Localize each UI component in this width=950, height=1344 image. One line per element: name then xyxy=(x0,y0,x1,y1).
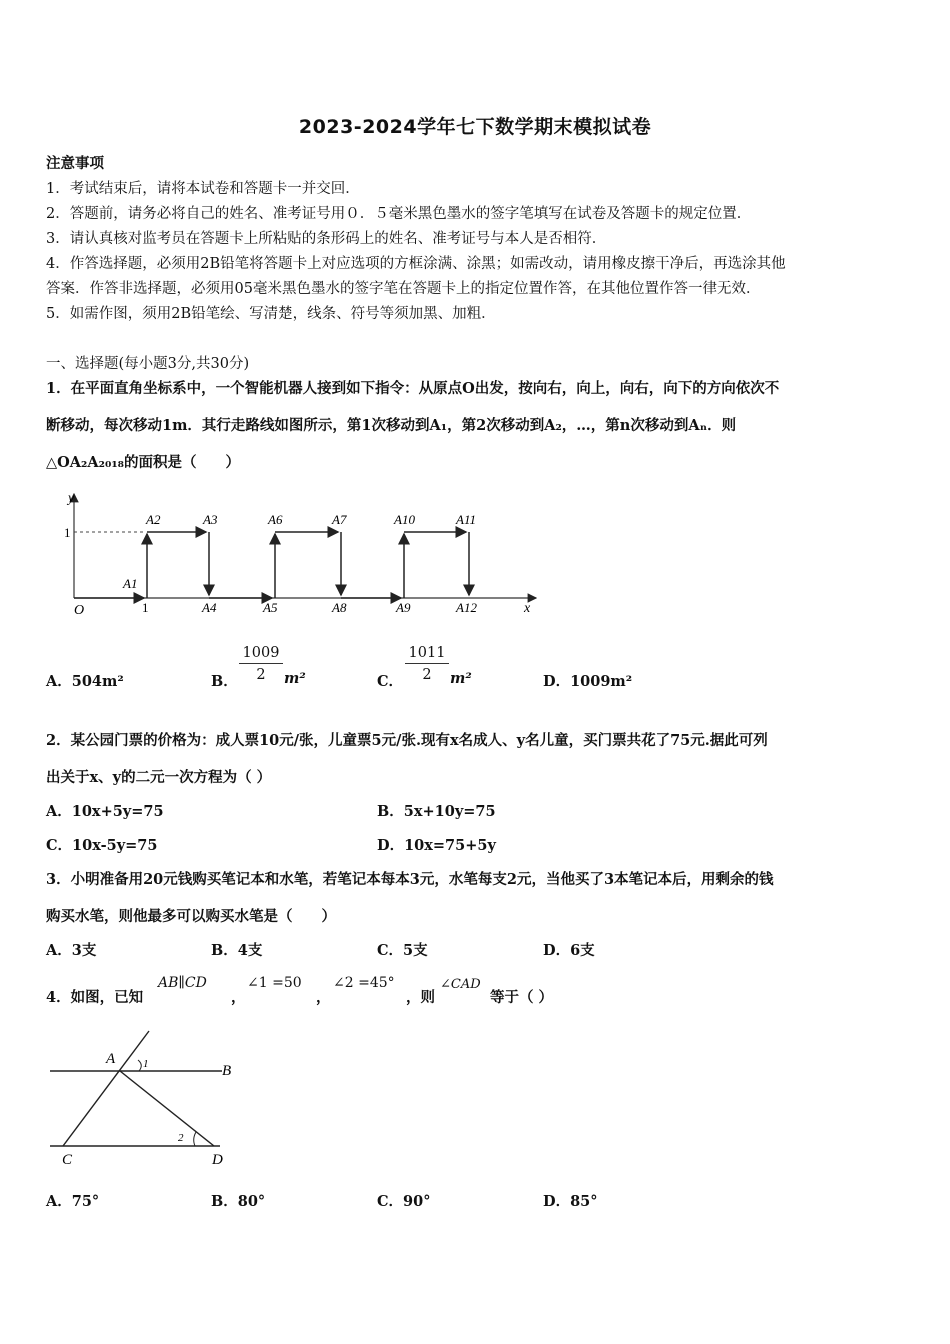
q2-option-b: B．5x+10y=75 xyxy=(377,803,496,820)
q2-option-a: A．10x+5y=75 xyxy=(46,803,164,820)
fraction-numerator: 1009 xyxy=(239,645,283,664)
q2-text-line2: 出关于x、y的二元一次方程为（ ） xyxy=(46,769,272,786)
notice-heading: 注意事项 xyxy=(46,155,104,172)
q2-option-c: C．10x-5y=75 xyxy=(46,837,158,854)
point-label: A10 xyxy=(394,512,415,527)
point-label: A9 xyxy=(396,600,411,615)
q1-option-c-unit: m² xyxy=(450,670,472,687)
point-a-label: A xyxy=(106,1051,116,1067)
q3-option-c: C．5支 xyxy=(377,942,428,959)
notice-item: 2．答题前，请务必将自己的姓名、准考证号用０．５毫米黑色墨水的签字笔填写在试卷及答题卡的规定位置． xyxy=(46,206,752,222)
x-one-label: 1 xyxy=(142,600,149,615)
point-b-label: B xyxy=(222,1063,232,1079)
y-axis-label: y xyxy=(68,491,75,506)
q4-text-mid: ，则 xyxy=(406,989,435,1006)
q1-robot-path-figure xyxy=(56,488,546,624)
line-ac xyxy=(63,1031,149,1146)
q4-target-angle: ∠CAD xyxy=(440,977,481,992)
q1-option-b-unit: m² xyxy=(284,670,306,687)
q1-option-d: D．1009m² xyxy=(543,673,633,690)
point-label: A1 xyxy=(123,576,138,591)
section-heading: 一、选择题(每小题3分,共30分) xyxy=(46,356,250,372)
fraction-denominator: 2 xyxy=(422,667,432,683)
origin-label: O xyxy=(74,603,85,618)
q1-text-line2: 断移动，每次移动1m．其行走路线如图所示，第1次移动到A₁，第2次移动到A₂，…，第n次移动到Aₙ．则 xyxy=(46,417,737,434)
point-label: A6 xyxy=(268,512,283,527)
q4-separator: ， xyxy=(316,989,331,1006)
angle1-arc xyxy=(138,1060,141,1071)
fraction-numerator: 1011 xyxy=(405,645,449,664)
fraction-denominator: 2 xyxy=(256,667,266,683)
point-label: A4 xyxy=(202,600,217,615)
angle2-arc xyxy=(194,1132,196,1146)
notice-item: 答案．作答非选择题，必须用05毫米黑色墨水的签字笔在答题卡上的指定位置作答，在其他位置作答一律无效． xyxy=(46,281,761,297)
q2-option-d: D．10x=75+5y xyxy=(377,837,496,854)
q4-separator: ， xyxy=(231,989,246,1006)
point-label: A2 xyxy=(146,512,161,527)
q4-option-a: A．75° xyxy=(46,1193,100,1210)
q3-option-d: D．6支 xyxy=(543,942,595,959)
q1-text-line3: △OA₂A₂₀₁₈的面积是（ ） xyxy=(46,454,241,471)
notice-item: 3．请认真核对监考员在答题卡上所粘贴的条形码上的姓名、准考证号与本人是否相符． xyxy=(46,231,607,247)
q4-option-c: C．90° xyxy=(377,1193,431,1210)
point-label: A12 xyxy=(456,600,477,615)
q4-geometry-figure xyxy=(46,1025,246,1170)
q4-text-suffix: 等于（ ） xyxy=(490,989,554,1006)
angle1-label: 1 xyxy=(143,1058,149,1070)
q4-condition-angle2: ∠2 =45° xyxy=(333,975,395,991)
line-ad xyxy=(120,1071,214,1146)
point-label: A5 xyxy=(263,600,278,615)
point-d-label: D xyxy=(212,1152,223,1168)
q1-text-line1: 1．在平面直角坐标系中，一个智能机器人接到如下指令：从原点O出发，按向右，向上，向右，向下的方向依次不 xyxy=(46,380,780,397)
notice-item: 4．作答选择题，必须用2B铅笔将答题卡上对应选项的方框涂满、涂黑；如需改动，请用橡皮擦干净后，再选涂其他 xyxy=(46,256,786,272)
q3-option-a: A．3支 xyxy=(46,942,97,959)
notice-item: 5．如需作图，须用2B铅笔绘、写清楚，线条、符号等须加黑、加粗． xyxy=(46,306,496,322)
q3-option-b: B．4支 xyxy=(211,942,263,959)
q1-option-b-fraction xyxy=(239,645,283,683)
y-one-label: 1 xyxy=(64,525,71,540)
q2-text-line1: 2．某公园门票的价格为：成人票10元/张，儿童票5元/张.现有x名成人、y名儿童，买门票共花了75元.据此可列 xyxy=(46,732,768,749)
q1-option-a: A．504m² xyxy=(46,673,124,690)
q4-option-d: D．85° xyxy=(543,1193,598,1210)
angle2-label: 2 xyxy=(178,1132,184,1144)
point-c-label: C xyxy=(62,1152,73,1168)
point-label: A8 xyxy=(332,600,347,615)
q4-text-prefix: 4．如图，已知 xyxy=(46,989,144,1006)
point-label: A7 xyxy=(332,512,347,527)
q3-text-line1: 3．小明准备用20元钱购买笔记本和水笔，若笔记本每本3元，水笔每支2元，当他买了3本笔记本后，用剩余的钱 xyxy=(46,871,774,888)
q4-option-b: B．80° xyxy=(211,1193,266,1210)
point-label: A11 xyxy=(456,512,476,527)
notice-item: 1．考试结束后，请将本试卷和答题卡一并交回． xyxy=(46,181,360,197)
q4-condition-angle1: ∠1 =50 xyxy=(247,975,302,991)
q4-condition-parallel: AB∥CD xyxy=(158,975,207,991)
q1-option-c-fraction xyxy=(405,645,449,683)
page-title: 2023-2024学年七下数学期末模拟试卷 xyxy=(298,116,652,138)
q1-option-c-prefix: C． xyxy=(377,673,404,690)
q3-text-line2: 购买水笔，则他最多可以购买水笔是（ ） xyxy=(46,908,336,925)
point-label: A3 xyxy=(203,512,218,527)
x-axis-label: x xyxy=(524,601,531,616)
q1-option-b-prefix: B． xyxy=(211,673,238,690)
